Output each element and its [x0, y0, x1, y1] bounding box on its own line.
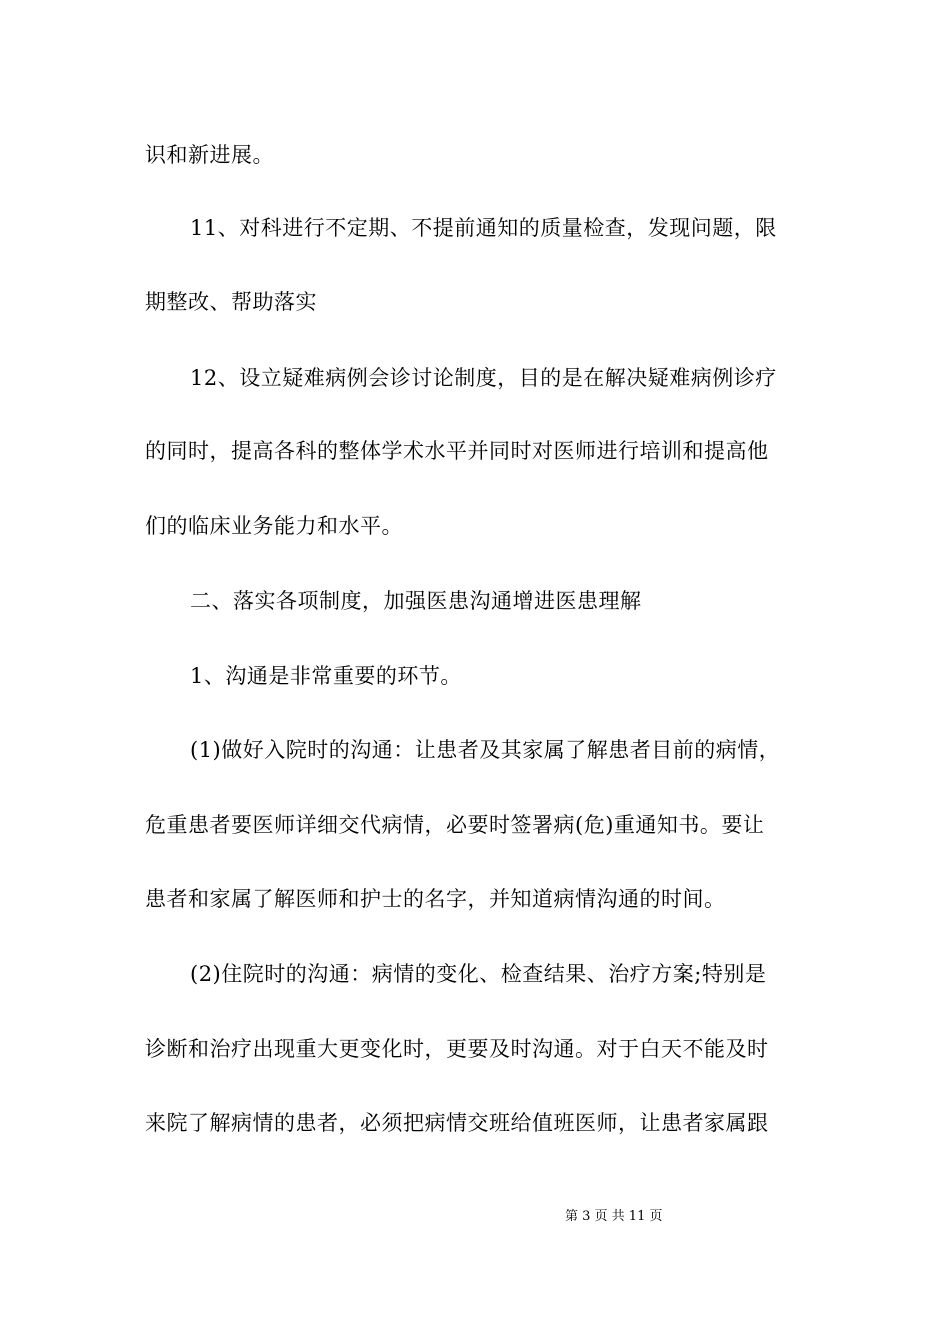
page-number-footer: 第 3 页 共 11 页 — [565, 1209, 663, 1224]
text-line-8: 1、沟通是非常重要的环节。 — [190, 664, 462, 688]
text-line-2: 11、对科进行不定期、不提前通知的质量检查，发现问题，限 — [190, 216, 777, 240]
text-line-12: (2)住院时的沟通：病情的变化、检查结果、治疗方案;特别是 — [190, 962, 767, 986]
text-line-9: (1)做好入院时的沟通：让患者及其家属了解患者目前的病情， — [190, 738, 781, 762]
text-line-1: 识和新进展。 — [145, 143, 274, 167]
section-heading: 二、落实各项制度，加强医患沟通增进医患理解 — [190, 589, 642, 613]
text-line-14: 来院了解病情的患者，必须把病情交班给值班医师，让患者家属跟 — [145, 1111, 769, 1135]
text-line-5: 的同时，提高各科的整体学术水平并同时对医师进行培训和提高他 — [145, 439, 769, 463]
text-line-6: 们的临床业务能力和水平。 — [145, 514, 403, 538]
text-line-11: 患者和家属了解医师和护士的名字，并知道病情沟通的时间。 — [145, 887, 726, 911]
text-line-4: 12、设立疑难病例会诊讨论制度，目的是在解决疑难病例诊疗 — [190, 366, 777, 390]
text-line-10: 危重患者要医师详细交代病情，必要时签署病(危)重通知书。要让 — [145, 813, 765, 837]
text-line-13: 诊断和治疗出现重大更变化时，更要及时沟通。对于白天不能及时 — [145, 1037, 769, 1061]
text-line-3: 期整改、帮助落实 — [145, 290, 317, 314]
